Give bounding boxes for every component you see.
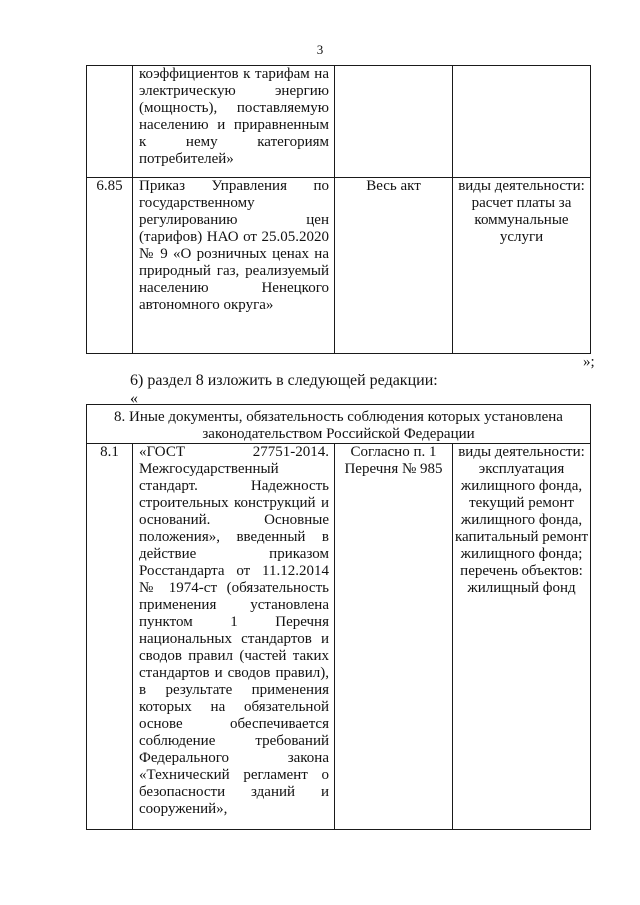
activity-cell xyxy=(453,66,591,178)
document-name-cell xyxy=(133,178,335,354)
activity-cell: виды деятельности: расчет платы за коммунальные услуги xyxy=(453,178,591,354)
page-number: 3 xyxy=(316,42,324,57)
opening-quote: « xyxy=(130,390,138,407)
document-name-cell xyxy=(133,444,335,830)
section-header-row xyxy=(87,405,591,444)
activity-cell: виды деятельности: эксплуатация жилищного фонда, текущий ремонт жилищного фонда, капитальный ремонт жилищного фонда; перечень объектов: жилищный фонд xyxy=(453,444,591,830)
section-title-cell xyxy=(87,405,591,444)
document-name-text: Приказ Управления по государственному регулированию цен (тарифов) НАО от 25.05.2020 № 9 «О розничных ценах на природный газ, реализуемый населению Ненецкого автономного округа» xyxy=(139,178,329,313)
scope-cell: Весь акт xyxy=(335,178,453,354)
table-row xyxy=(87,444,591,830)
document-name-cell xyxy=(133,66,335,178)
scope-cell: Согласно п. 1 Перечня № 985 xyxy=(335,444,453,830)
row-number-cell: 6.85 xyxy=(87,178,133,354)
section-title: 8. Иные документы, обязательность соблюдения которых установлена законодательством Российской Федерации xyxy=(114,409,563,442)
amendment-paragraph: 6) раздел 8 изложить в следующей редакции: xyxy=(130,372,438,389)
row-number-cell xyxy=(87,66,133,178)
scope-cell xyxy=(335,66,453,178)
document-name-text: коэффициентов к тарифам на электрическую энергию (мощность), поставляемую населению и приравненным к нему категориям потребителей» xyxy=(139,66,329,167)
row-number-cell: 8.1 xyxy=(87,444,133,830)
document-name-text: «ГОСТ 27751-2014. Межгосударственный стандарт. Надежность строительных конструкций и оснований. Основные положения», введенный в действие приказом Росстандарта от 11.12.2014 № 1974-ст (обязательность применения установлена пунктом 1 Перечня национальных стандартов и сводов правил (частей таких стандартов и сводов правил), в результате применения которых на обязательной основе обеспечивается соблюдение требований Федерального закона «Технический регламент о безопасности зданий и сооружений», xyxy=(139,444,329,817)
section-8-table xyxy=(86,404,591,830)
closing-quote: »; xyxy=(583,354,595,370)
regulations-table-continued xyxy=(86,65,591,354)
table-row xyxy=(87,178,591,354)
table-row-continuation xyxy=(87,66,591,178)
